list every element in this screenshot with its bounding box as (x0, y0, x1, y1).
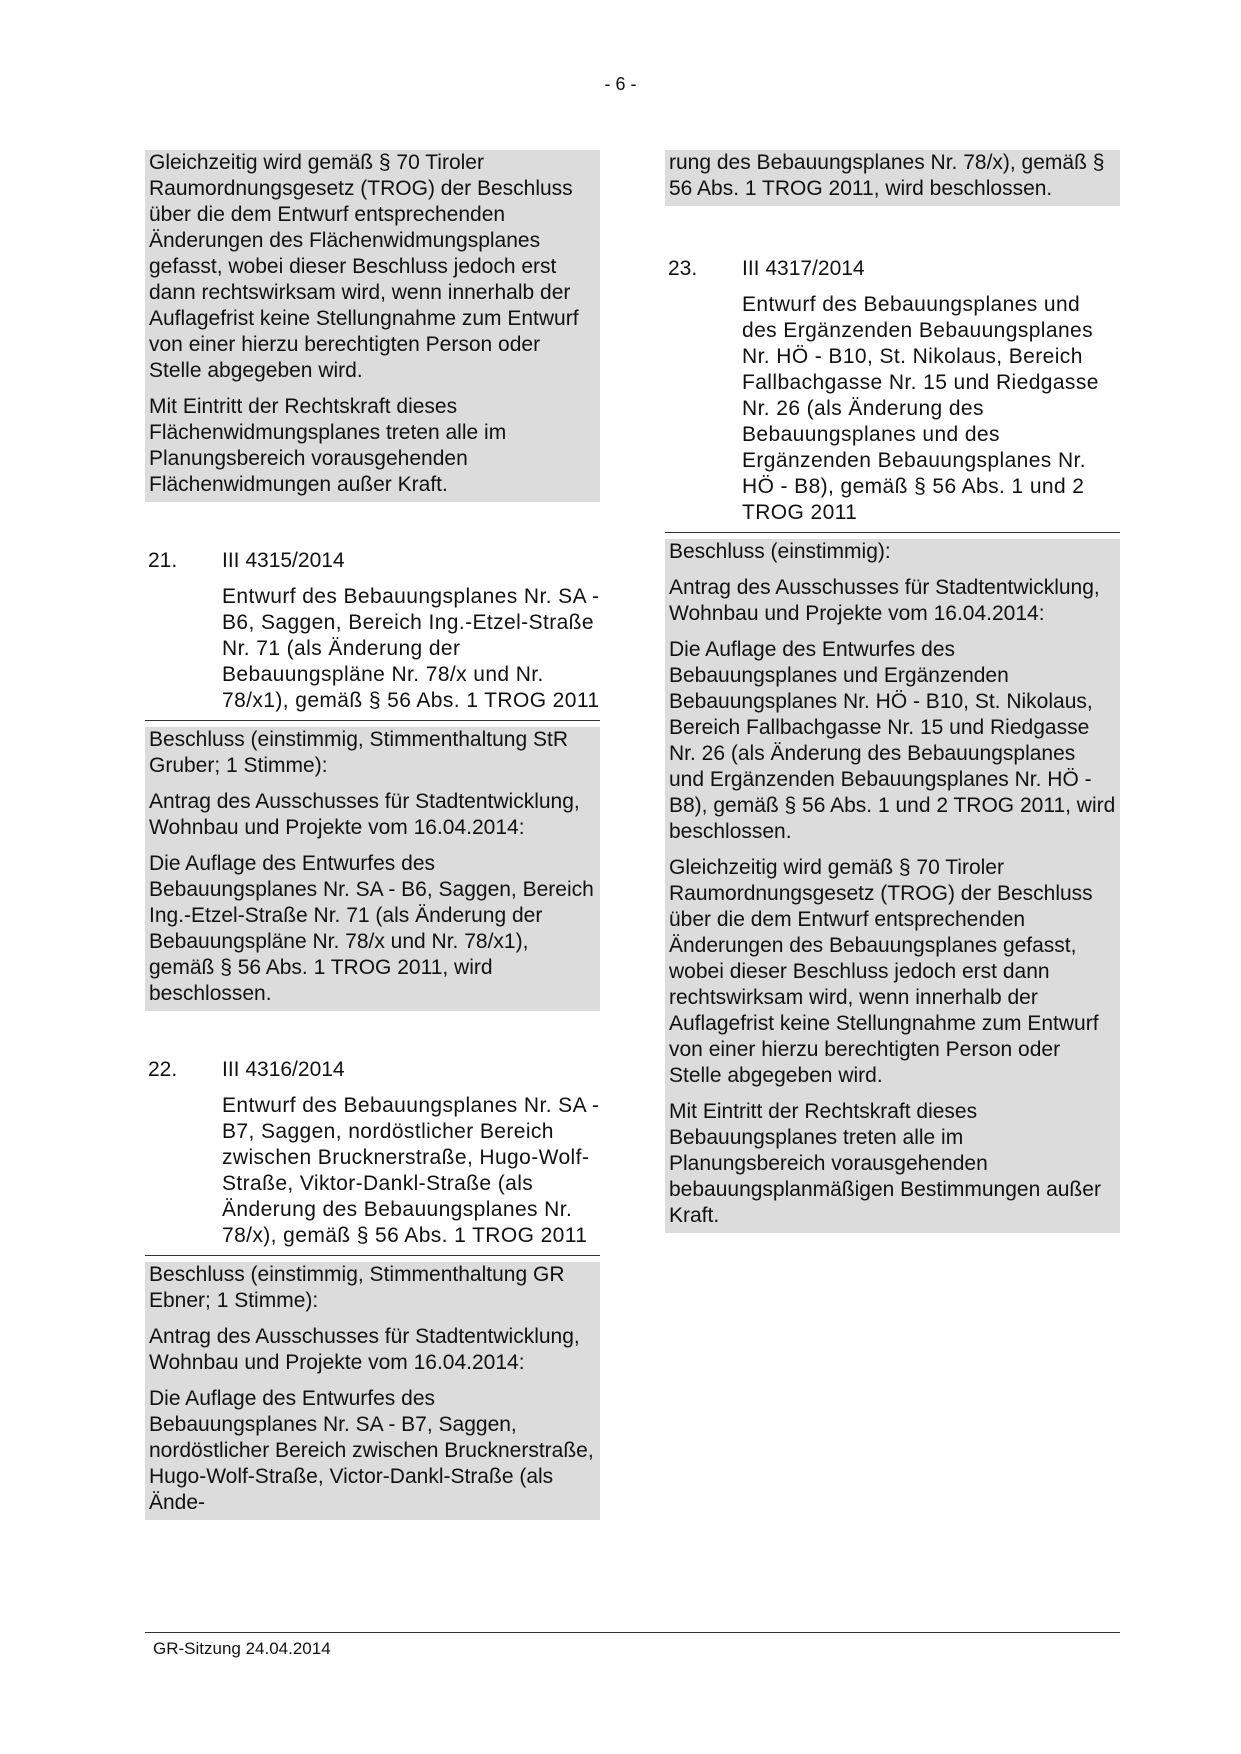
item-reference: III 4316/2014 (222, 1058, 345, 1081)
divider (665, 532, 1120, 533)
motion: Antrag des Ausschusses für Stadtentwicklung, Wohnbau und Projekte vom 16.04.2014: (149, 1325, 580, 1374)
paragraph: Gleichzeitig wird gemäß § 70 Tiroler Raumordnungsgesetz (TROG) der Beschluss über die dem Entwurf entsprechenden Änderungen des Flächenwidmungsplanes gefasst, wobei dieser Beschluss jedoch erst dann rechtswirksam wird, wenn innerhalb der Auflagefrist keine Stellungnahme zum Entwurf von einer hierzu berechtigten Person oder Stelle abgegeben wird. (149, 151, 579, 382)
resolution-block (665, 539, 1120, 1233)
agenda-item-22 (145, 1057, 600, 1520)
item-number: 22. (148, 1058, 178, 1081)
item-title: Entwurf des Bebauungsplanes Nr. SA - B7, Saggen, nordöstlicher Bereich zwischen Brucknerstraße, Hugo-Wolf-Straße, Viktor-Dankl-Straße (als Änderung des Bebauungsplanes Nr. 78/x), gemäß § 56 Abs. 1 TROG 2011 (222, 1094, 600, 1247)
divider (145, 1255, 600, 1256)
item-reference: III 4315/2014 (222, 549, 345, 572)
left-column (145, 150, 600, 1520)
resolution: Beschluss (einstimmig, Stimmenthaltung StR Gruber; 1 Stimme): (149, 728, 568, 777)
resolution-block (145, 727, 600, 1011)
motion: Antrag des Ausschusses für Stadtentwicklung, Wohnbau und Projekte vom 16.04.2014: (669, 576, 1100, 625)
resolution-text: Die Auflage des Entwurfes des Bebauungsplanes und Ergänzenden Bebauungsplanes Nr. HÖ - B10, St. Nikolaus, Bereich Fallbachgasse Nr. 15 und Riedgasse Nr. 26 (als Änderung des Bebauungsplanes und Ergänzenden Bebauungsplanes Nr. HÖ - B8), gemäß § 56 Abs. 1 und 2 TROG 2011, wird beschlossen. (669, 638, 1116, 843)
paragraph: rung des Bebauungsplanes Nr. 78/x), gemäß § 56 Abs. 1 TROG 2011, wird beschlossen. (669, 151, 1105, 200)
item-number: 21. (148, 549, 178, 572)
item-title: Entwurf des Bebauungsplanes Nr. SA - B6, Saggen, Bereich Ing.-Etzel-Straße Nr. 71 (als Änderung der Bebauungspläne Nr. 78/x und Nr. 78/x1), gemäß § 56 Abs. 1 TROG 2011 (222, 585, 600, 712)
agenda-item-21 (145, 548, 600, 1011)
item-number: 23. (668, 257, 698, 280)
divider (145, 720, 600, 721)
item-reference: III 4317/2014 (742, 257, 865, 280)
resolution: Beschluss (einstimmig, Stimmenthaltung GR Ebner; 1 Stimme): (149, 1263, 565, 1312)
resolution-text: Gleichzeitig wird gemäß § 70 Tiroler Raumordnungsgesetz (TROG) der Beschluss über die dem Entwurf entsprechenden Änderungen des Bebauungsplanes gefasst, wobei dieser Beschluss jedoch erst dann rechtswirksam wird, wenn innerhalb der Auflagefrist keine Stellungnahme zum Entwurf von einer hierzu berechtigten Person oder Stelle abgegeben wird. (669, 856, 1099, 1087)
item-title: Entwurf des Bebauungsplanes und des Ergänzenden Bebauungsplanes Nr. HÖ - B10, St. Nikolaus, Bereich Fallbachgasse Nr. 15 und Riedgasse Nr. 26 (als Änderung des Bebauungsplanes und des Ergänzenden Bebauungsplanes Nr. HÖ - B8), gemäß § 56 Abs. 1 und 2 TROG 2011 (742, 293, 1099, 524)
agenda-item-23 (665, 256, 1120, 1233)
item22-continuation (665, 150, 1120, 206)
paragraph: Mit Eintritt der Rechtskraft dieses Flächenwidmungsplanes treten alle im Planungsbereich vorausgehenden Flächenwidmungen außer Kraft. (149, 395, 507, 496)
resolution-text: Die Auflage des Entwurfes des Bebauungsplanes Nr. SA - B6, Saggen, Bereich Ing.-Etzel-Straße Nr. 71 (als Änderung der Bebauungspläne Nr. 78/x und Nr. 78/x1), gemäß § 56 Abs. 1 TROG 2011, wird beschlossen. (149, 852, 594, 1005)
resolution-block (145, 1262, 600, 1520)
item20-continuation (145, 150, 600, 502)
resolution-text: Mit Eintritt der Rechtskraft dieses Bebauungsplanes treten alle im Planungsbereich vorausgehenden bebauungsplanmäßigen Bestimmungen außer Kraft. (669, 1100, 1101, 1227)
footer-divider (145, 1632, 1120, 1633)
right-column (665, 150, 1120, 1233)
footer: GR-Sitzung 24.04.2014 (153, 1639, 331, 1658)
motion: Antrag des Ausschusses für Stadtentwicklung, Wohnbau und Projekte vom 16.04.2014: (149, 790, 580, 839)
resolution-text: Die Auflage des Entwurfes des Bebauungsplanes Nr. SA - B7, Saggen, nordöstlicher Bereich zwischen Brucknerstraße, Hugo-Wolf-Straße, Victor-Dankl-Straße (als Ände- (149, 1387, 594, 1514)
resolution: Beschluss (einstimmig): (669, 540, 891, 563)
page-number: - 6 - (604, 74, 637, 94)
